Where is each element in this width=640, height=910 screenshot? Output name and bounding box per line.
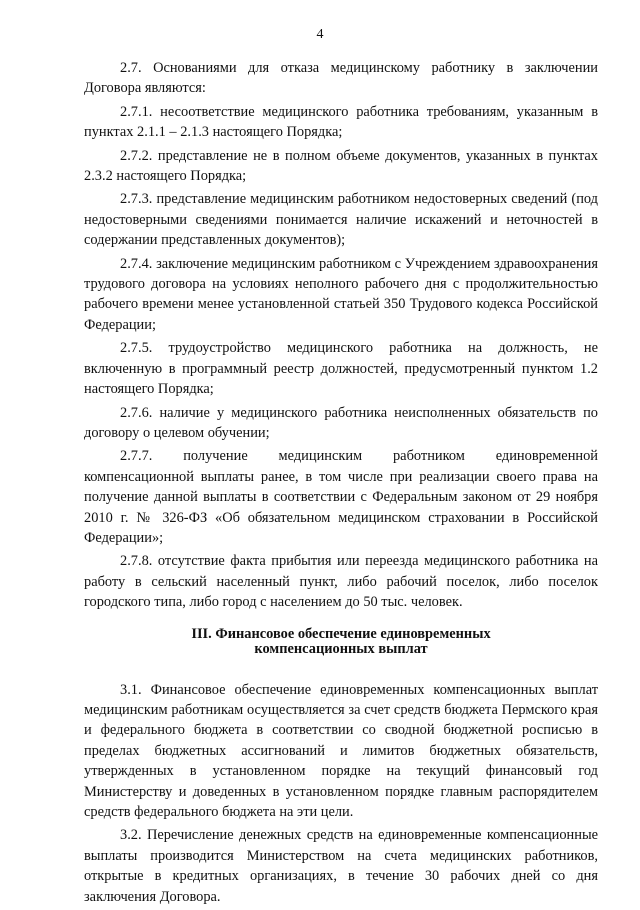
section-title <box>84 627 598 657</box>
document-body <box>84 58 598 910</box>
section-title-line-2: компенсационных выплат <box>254 640 428 657</box>
section-title-line-1: III. Финансовое обеспечение единовременных <box>191 625 491 642</box>
paragraph-2-7-1: 2.7.1. несоответствие медицинского работника требованиям, указанным в пунктах 2.1.1 – 2.1.3 настоящего Порядка; <box>84 103 598 141</box>
paragraph-2-7-6: 2.7.6. наличие у медицинского работника неисполненных обязательств по договору о целевом обучении; <box>84 404 598 441</box>
paragraph-2-7-4: 2.7.4. заключение медицинским работником с Учреждением здравоохранения трудового договора на условиях неполного рабочего дня с продолжительностью рабочего времени менее установленной статьей 350 Трудового кодекса Российской Федерации; <box>84 255 598 333</box>
page-number: 4 <box>316 27 324 42</box>
paragraph-3-2: 3.2. Перечисление денежных средств на единовременные компенсационные выплаты производится Министерством на счета медицинских работников, открытые в кредитных организациях, в течение 30 рабочих дней со дня заключения Договора. <box>84 827 598 905</box>
paragraph-2-7-3: 2.7.3. представление медицинским работником недостоверных сведений (под недостоверными сведениями понимается наличие искажений и неточностей в содержании представленных документов); <box>84 191 598 249</box>
paragraph-2-7-2: 2.7.2. представление не в полном объеме документов, указанных в пунктах 2.3.2 настоящего Порядка; <box>84 147 598 185</box>
paragraph-2-7: 2.7. Основаниями для отказа медицинскому работнику в заключении Договора являются: <box>84 60 598 97</box>
paragraph-2-7-7: 2.7.7. получение медицинским работником единовременной компенсационной выплаты ранее, в том числе при реализации своего права на получение данной выплаты в соответствии с Федеральным законом от 29 ноября 2010 г. № 326-ФЗ «Об обязательном медицинском страховании в Российской Федерации»; <box>84 448 598 546</box>
paragraph-2-7-5: 2.7.5. трудоустройство медицинского работника на должность, не включенную в программный реестр должностей, предусмотренный пунктом 1.2 настоящего Порядка; <box>84 340 598 398</box>
paragraph-3-1: 3.1. Финансовое обеспечение единовременных компенсационных выплат медицинским работникам осуществляется за счет средств бюджета Пермского края и федерального бюджета в соответствии со сводной бюджетной росписью в пределах бюджетных ассигнований и лимитов бюджетных обязательств, утвержденных в установленном порядке на текущий финансовый год Министерству и доведенных в установленном порядке главным распорядителем средств федерального бюджета на эти цели. <box>84 681 598 820</box>
paragraph-2-7-8: 2.7.8. отсутствие факта прибытия или переезда медицинского работника на работу в сельский населенный пункт, либо рабочий поселок, либо поселок городского типа, либо город с населением до 50 тыс. человек. <box>84 553 598 611</box>
